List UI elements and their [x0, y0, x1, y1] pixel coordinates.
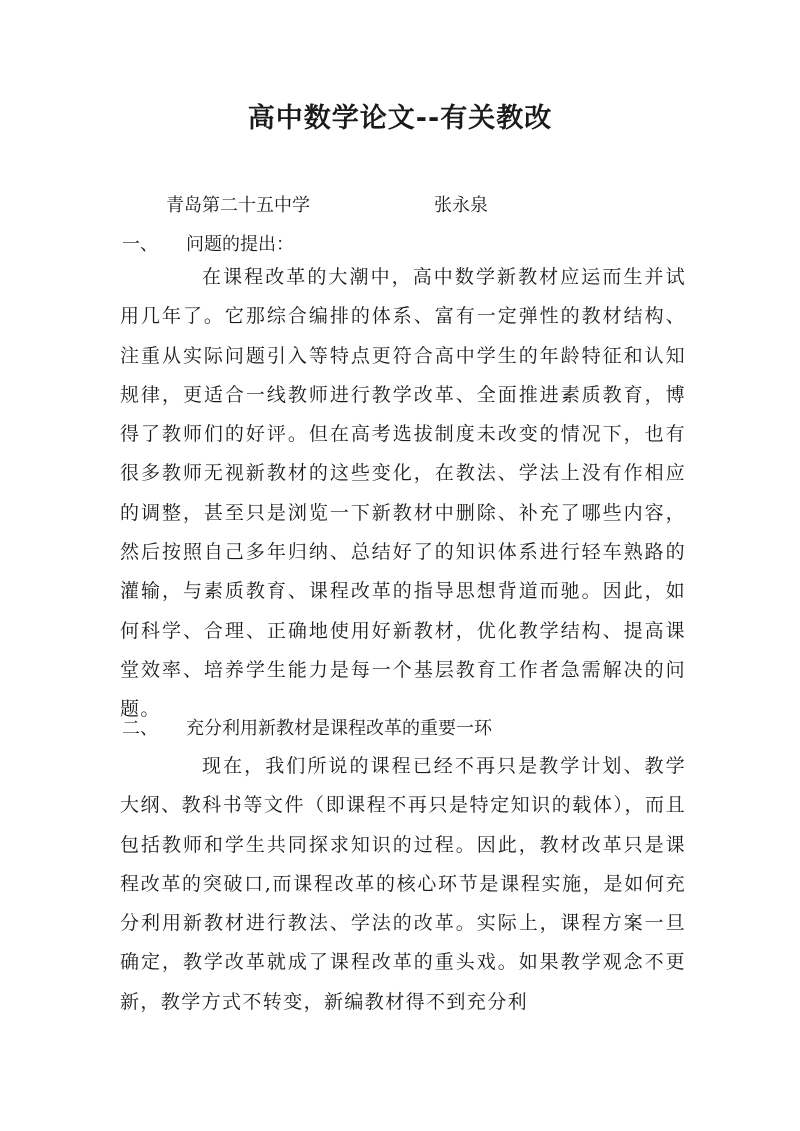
section-heading-text: 问题的提出：	[186, 234, 294, 255]
section-number: 二、	[122, 718, 158, 739]
section-paragraph-1: 在课程改革的大潮中，高中数学新教材应运而生并试用几年了。它那综合编排的体系、富有一定弹性的教材结构、注重从实际问题引入等特点更符合高中学生的年龄特征和认知规律，更适合一线教师进行教学改革、全面推进素质教育，博得了教师们的好评。但在高考选拔制度未改变的情况下，也有很多教师无视新教材的这些变化，在教法、学法上没有作相应的调整，甚至只是浏览一下新教材中删除、补充了哪些内容，然后按照自己多年归纳、总结好了的知识体系进行轻车熟路的灌输，与素质教育、课程改革的指导思想背道而驰。因此，如何科学、合理、正确地使用好新教材，优化教学结构、提高课堂效率、培养学生能力是每一个基层教育工作者急需解决的问题。	[120, 266, 686, 721]
document-title: 高中数学论文--有关教改	[247, 103, 553, 134]
author-line	[166, 190, 488, 222]
section-heading-2	[122, 713, 492, 745]
section-heading-1	[122, 229, 294, 261]
section-number: 一、	[122, 234, 158, 255]
author-name: 张永泉	[434, 195, 488, 216]
school-name: 青岛第二十五中学	[166, 195, 310, 216]
section-paragraph-2: 现在，我们所说的课程已经不再只是教学计划、教学大纲、教科书等文件（即课程不再只是特定知识的载体），而且包括教师和学生共同探求知识的过程。因此，教材改革只是课程改革的突破口,而课程改革的核心环节是课程实施，是如何充分利用新教材进行教法、学法的改革。实际上，课程方案一旦确定，教学改革就成了课程改革的重头戏。如果教学观念不更新，教学方式不转变，新编教材得不到充分利	[120, 755, 686, 1013]
section-heading-text: 充分利用新教材是课程改革的重要一环	[186, 718, 492, 739]
